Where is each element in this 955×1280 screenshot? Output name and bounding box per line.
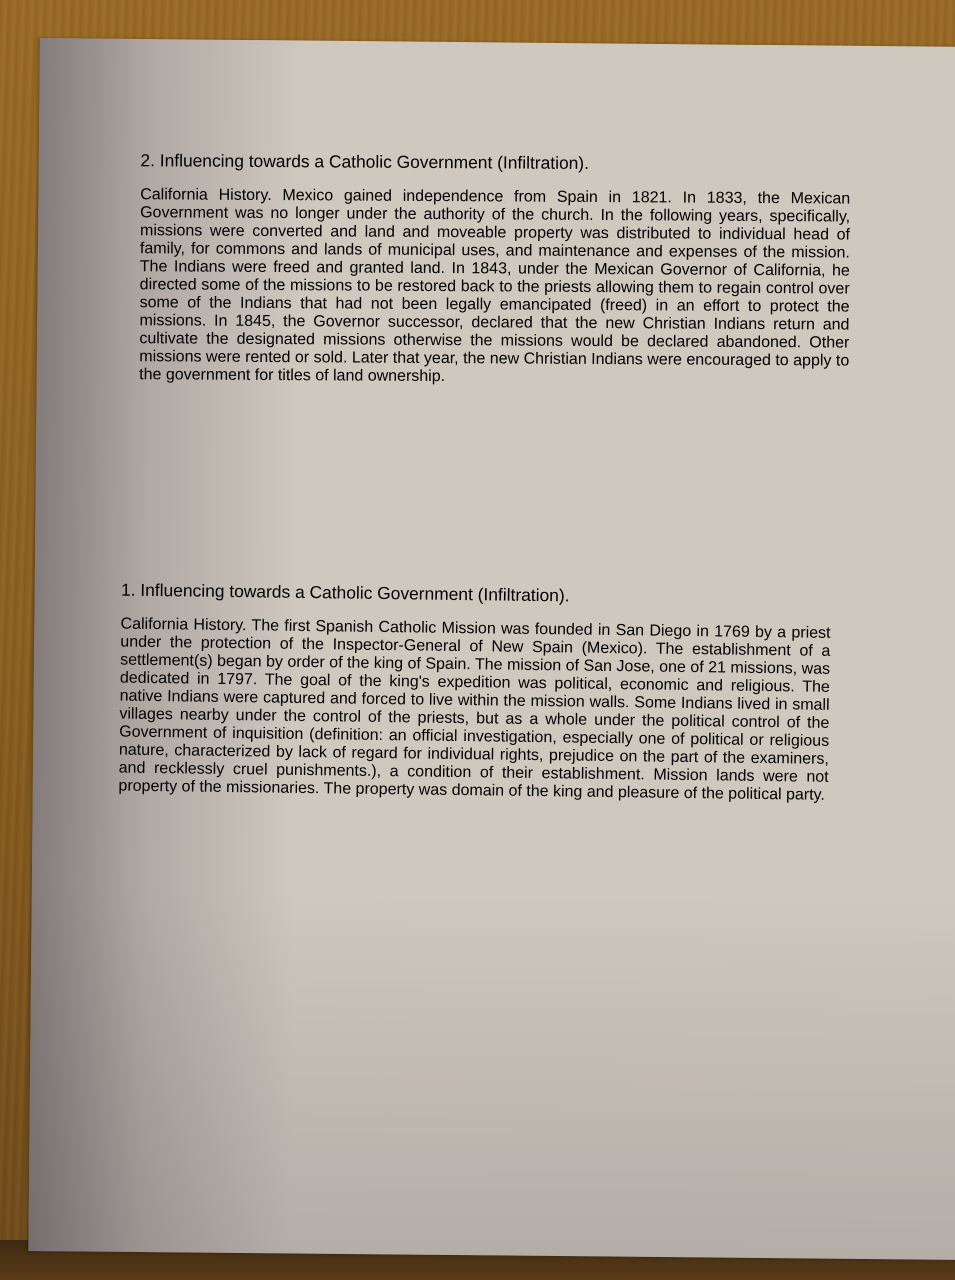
printed-paper-sheet bbox=[28, 38, 955, 1260]
section-heading: 2. Influencing towards a Catholic Government (Infiltration). bbox=[140, 150, 590, 173]
section-paragraph: California History. The first Spanish Catholic Mission was founded in San Diego in 1769 by a priest under the protection of the Inspector-General of New Spain (Mexico). The establishment of a settlement(s) began by order of the king of Spain. The mission of San Jose, one of 21 missions, was dedicated in 1797. The goal of the king's expedition was political, economic and religious. The native Indians were captured and forced to live within the mission walls. Some Indians lived in small villages nearby under the control of the priests, but as a whole under the political control of the Government of inquisition (definition: an official investigation, especially one of political or religious nature, characterized by lack of regard for individual rights, prejudice on the part of the examiners, and recklessly cruel punishments.), a condition of their establishment. Mission lands were not property of the missionaries. The property was domain of the king and pleasure of the political party. bbox=[118, 615, 831, 804]
section-paragraph: California History. Mexico gained independence from Spain in 1821. In 1833, the Mexican Government was no longer under the authority of the church. In the following years, specifically, missions were converted and land and moveable property was distributed to individual head of family, for commons and lands of municipal uses, and maintenance and expenses of the mission. The Indians were freed and granted land. In 1843, under the Mexican Governor of California, he directed some of the missions to be restored back to the priests allowing them to regain control over some of the Indians that had not been legally emancipated (freed) in an effort to protect the missions. In 1845, the Governor successor, declared that the new Christian Indians return and cultivate the designated missions otherwise the missions would be declared abandoned. Other missions were rented or sold. Later that year, the new Christian Indians were encouraged to apply to the government for titles of land ownership. bbox=[139, 186, 851, 386]
section-heading: 1. Influencing towards a Catholic Government (Infiltration). bbox=[120, 579, 570, 606]
section-2-influencing bbox=[139, 148, 850, 388]
section-1-influencing bbox=[118, 578, 831, 805]
